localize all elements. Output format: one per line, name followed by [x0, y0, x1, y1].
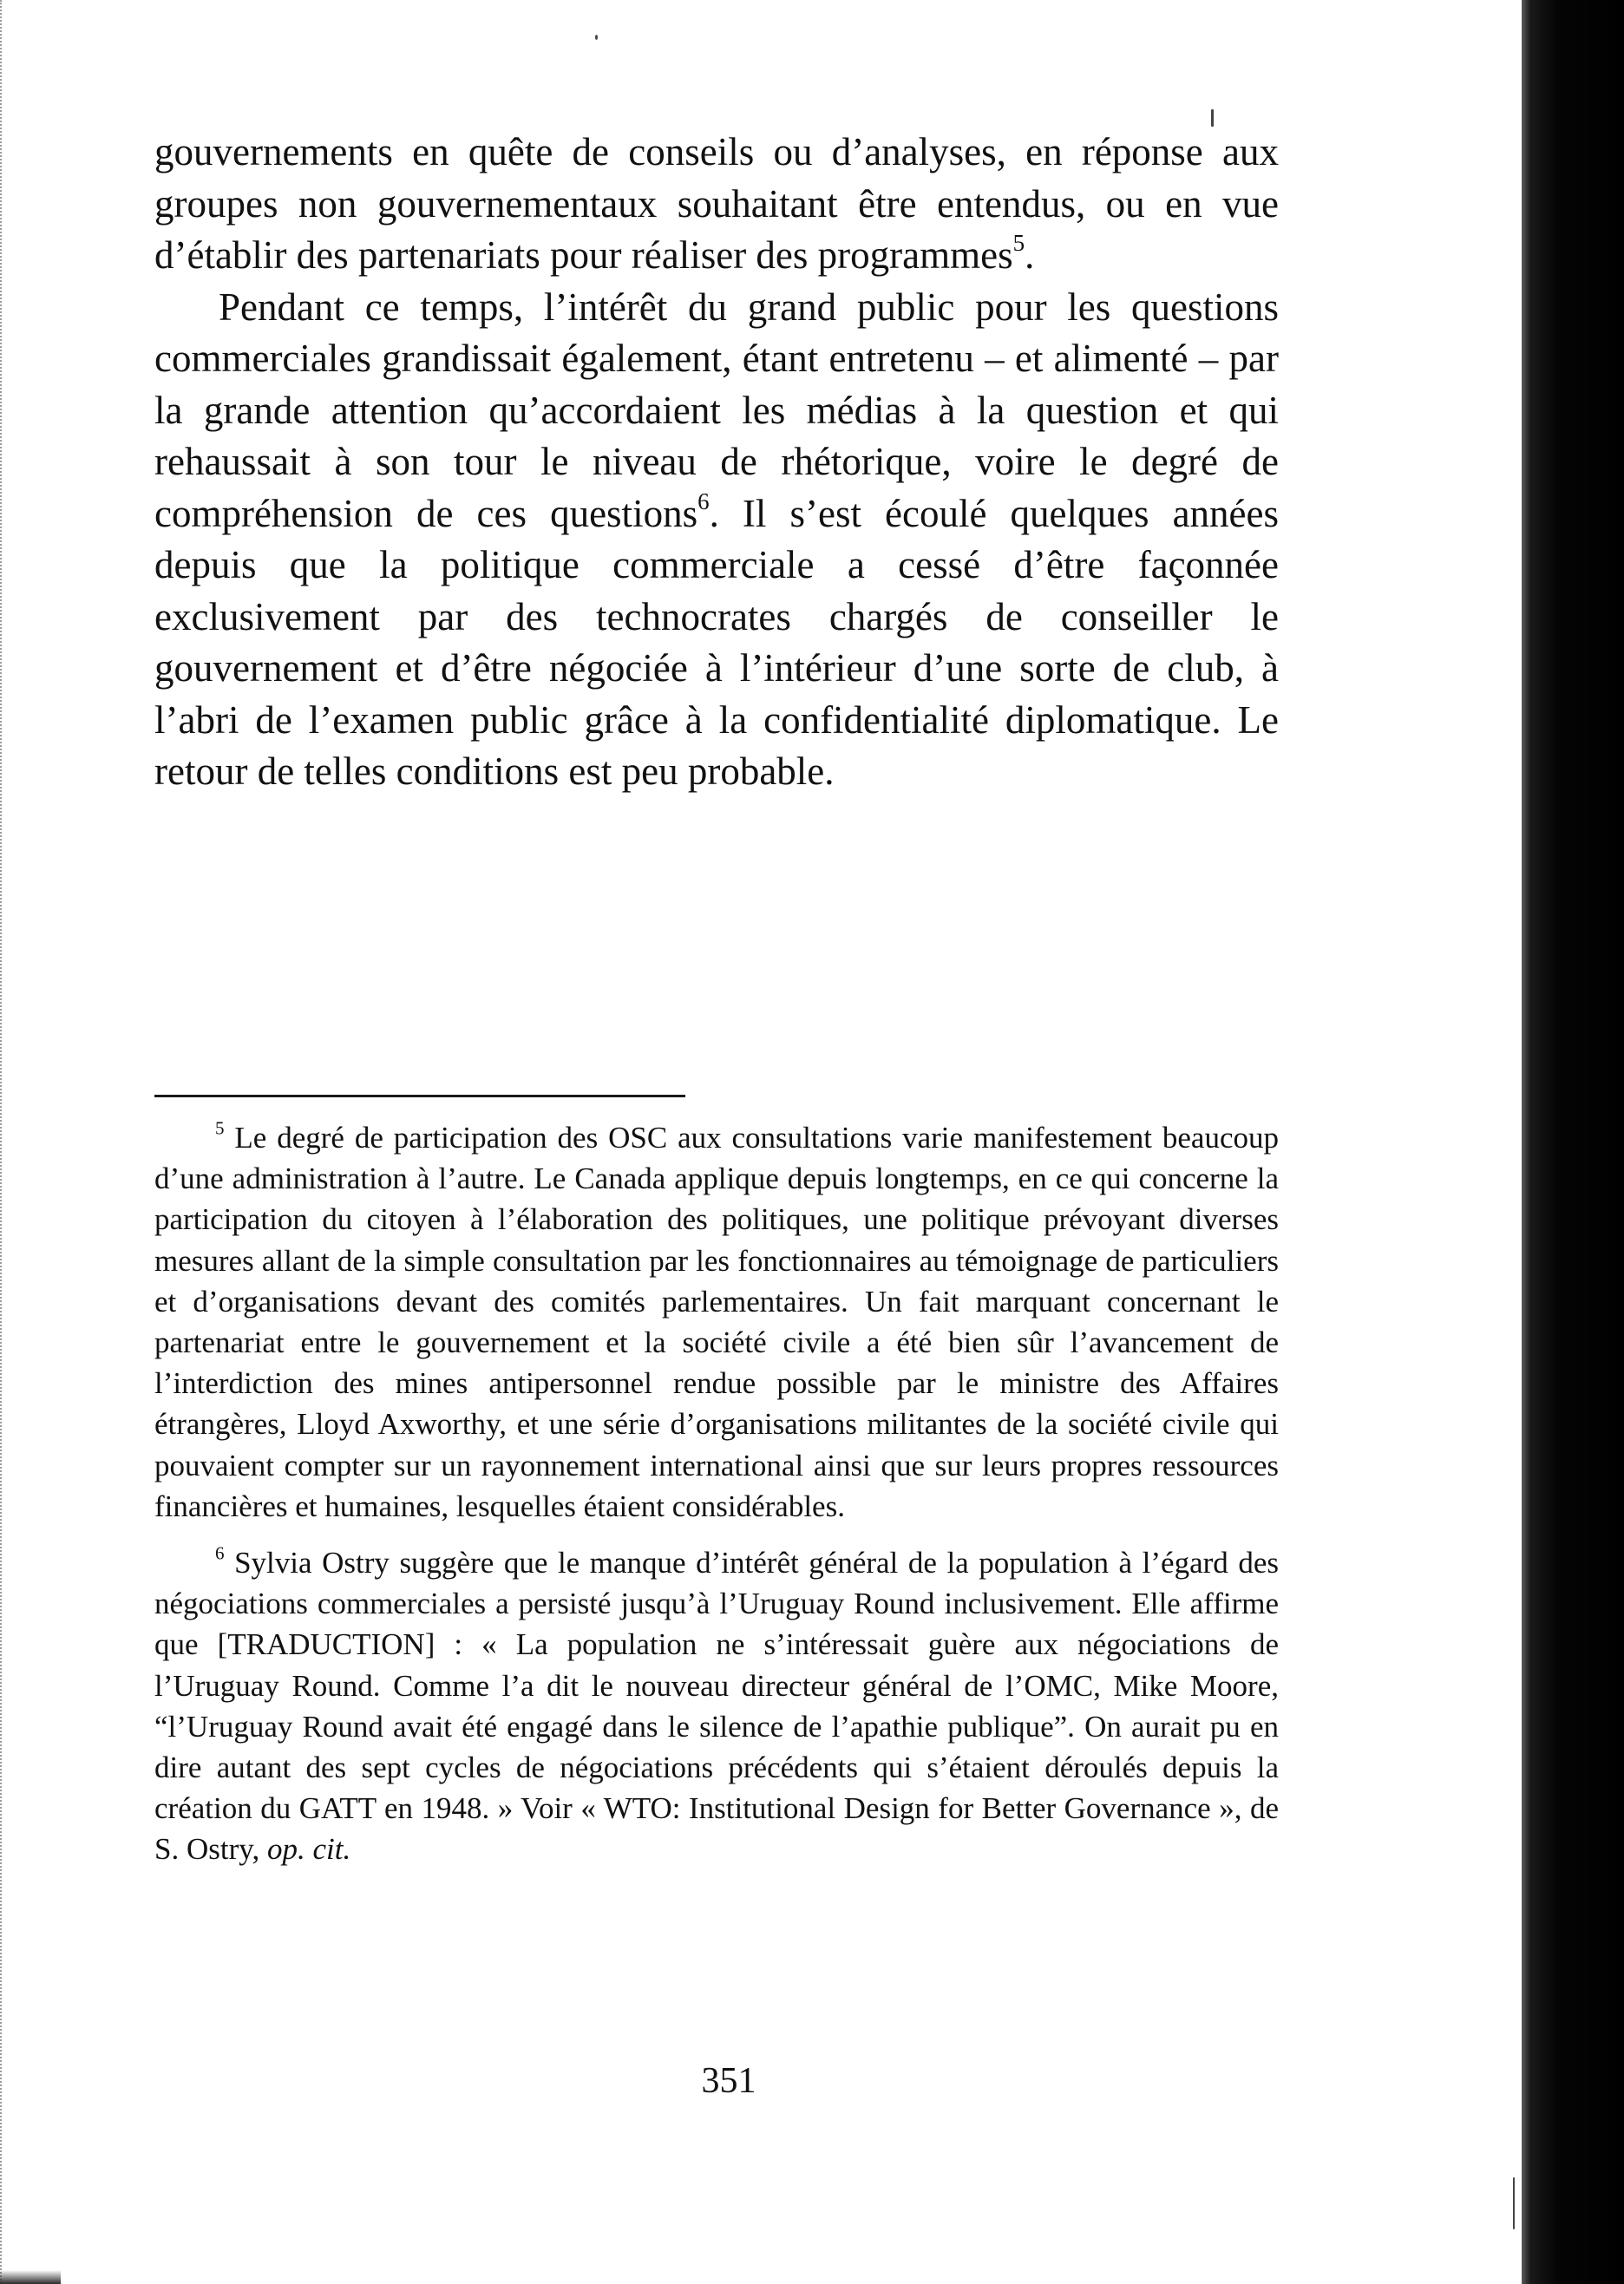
- body-text: [154, 127, 1279, 798]
- scan-speck: [595, 35, 598, 40]
- page-number: 351: [701, 2061, 756, 2101]
- footnote-number: 6: [215, 1542, 225, 1564]
- footnotes: [154, 1117, 1279, 1870]
- footnote-separator: [154, 1095, 685, 1097]
- footnote-ref-6[interactable]: 6: [697, 488, 710, 514]
- scan-left-edge: [0, 0, 7, 2284]
- footnote-6: [154, 1542, 1279, 1870]
- scan-speck: [1513, 2177, 1515, 2229]
- paragraph: Pendant ce temps, l’intérêt du grand public pour les questions commerciales grandissait également, étant entretenu – et alimenté – par la grande attention qu’accordaient les médias à la question et qui rehaussait à son tour le niveau de rhétorique, voire le degré de compréhension de ces questions$^6$. Il s’est écoulé quelques années depuis que la politique commerciale a cessé d’être façonnée exclusivement par des technocrates chargés de conseiller le gouvernement et d’être négociée à l’intérieur d’une sorte de club, à l’abri de l’examen public grâce à la confidentialité diplomatique. Le retour de telles conditions est peu probable.: [154, 285, 1280, 793]
- footnote-5: [154, 1117, 1279, 1527]
- footnote-number: 5: [215, 1117, 225, 1139]
- scan-binding-shadow: [1522, 0, 1624, 2284]
- scan-speck: [1211, 109, 1214, 127]
- footnote-text: Le degré de participation des OSC aux consultations varie manifestement beaucoup d’une administration à l’autre. Le Canada applique depuis longtemps, en ce qui concerne la participation du citoyen à l’élaboration des politiques, une politique prévoyant diverses mesures allant de la simple consultation par les fonctionnaires au témoignage de particuliers et d’organisations devant des comités parlementaires. Un fait marquant concernant le partenariat entre le gouvernement et la société civile a été bien sûr l’avancement de l’interdiction des mines antipersonnel rendue possible par le ministre des Affaires étrangères, Lloyd Axworthy, et une série d’organisations militantes de la société civile qui pouvaient compter sur un rayonnement international ainsi que sur leurs propres ressources financières et humaines, lesquelles étaient considérables.: [154, 1121, 1279, 1523]
- footnote-text: Sylvia Ostry suggère que le manque d’intérêt général de la population à l’égard des négociations commerciales a persisté jusqu’à l’Uruguay Round inclusivement. Elle affirme que [TRADUCTION] : « La population ne s’intéressait guère aux négociations de l’Uruguay Round. Comme l’a dit le nouveau directeur général de l’OMC, Mike Moore, “l’Uruguay Round avait été engagé dans le silence de l’apathie publique”. On aurait pu en dire autant des sept cycles de négociations précédents qui s’étaient déroulés depuis la création du GATT en 1948. » Voir « WTO: Institutional Design for Better Governance », de S. Ostry,: [154, 1546, 1279, 1867]
- paragraph-continued: gouvernements en quête de conseils ou d’analyses, en réponse aux groupes non gouvernementaux souhaitant être entendus, ou en vue d’établir des partenariats pour réaliser des programmes$^5$.: [154, 130, 1279, 277]
- scan-corner-shadow: [0, 2270, 61, 2284]
- footnote-ref-5[interactable]: 5: [1012, 229, 1025, 256]
- citation-emphasis: op. cit.: [266, 1832, 351, 1867]
